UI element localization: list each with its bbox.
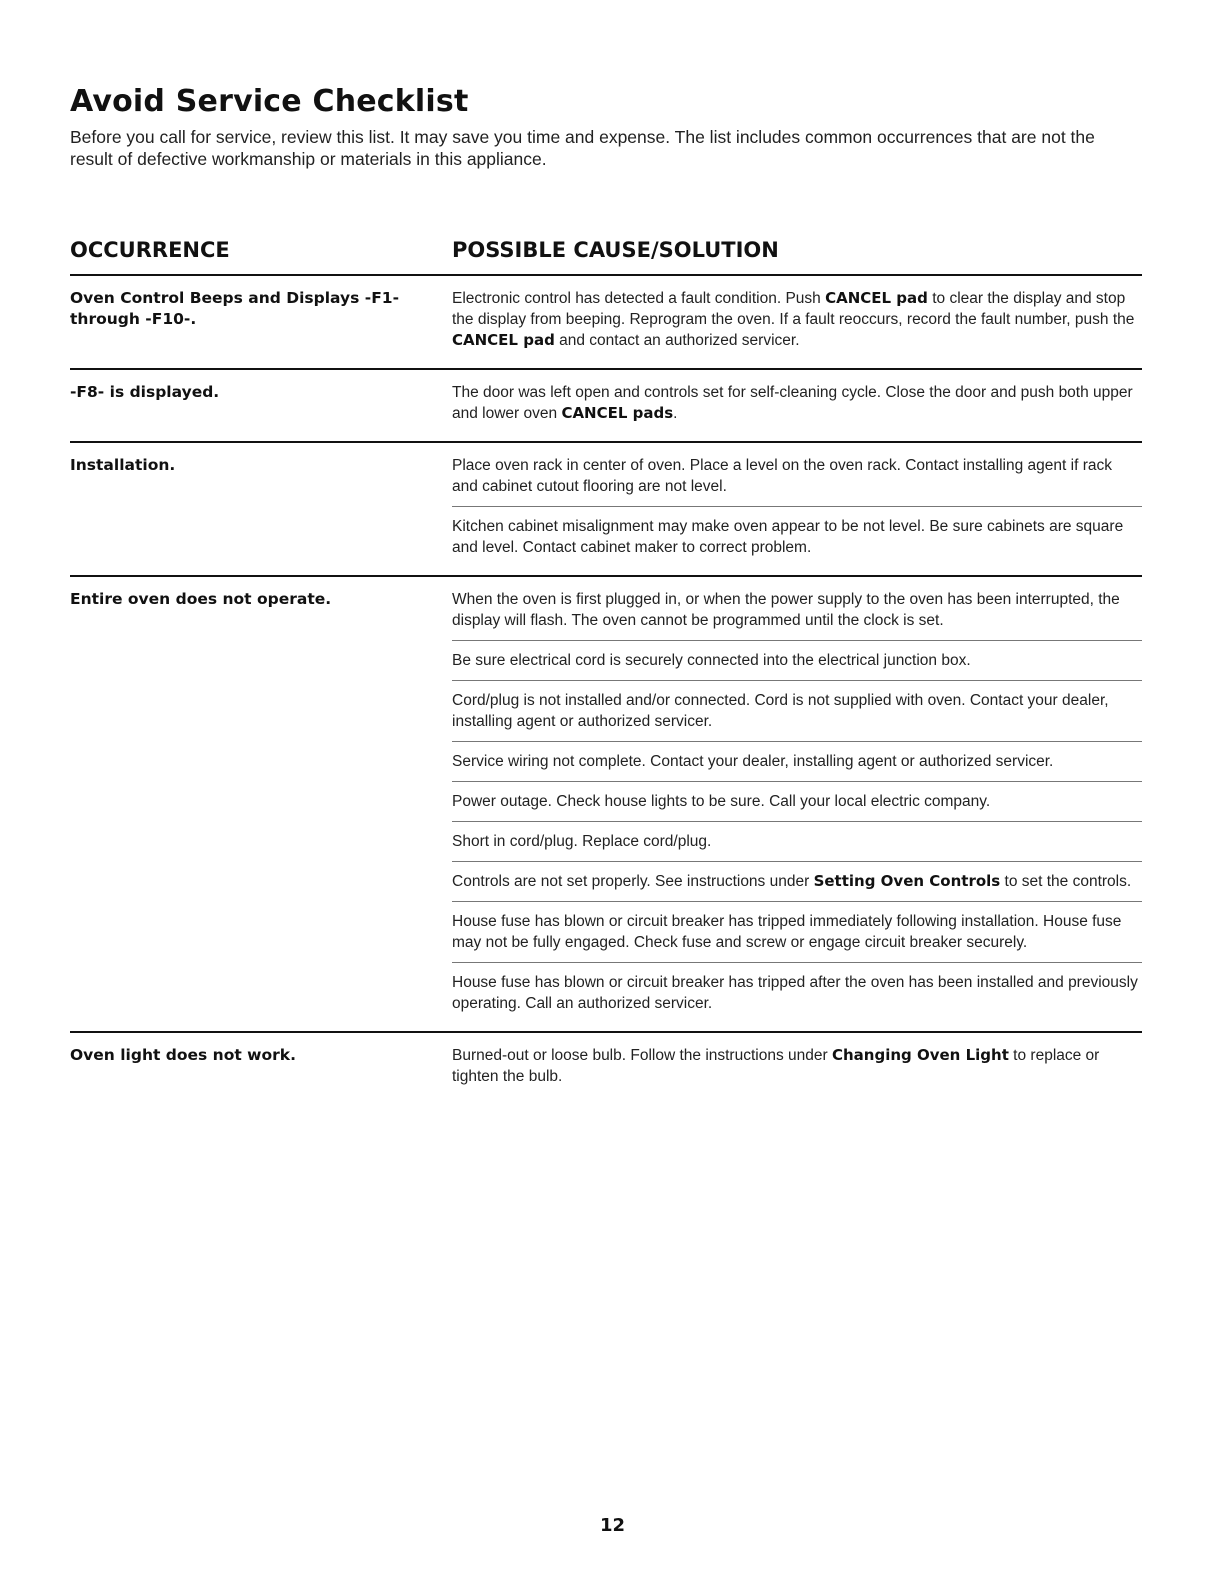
page-title: Avoid Service Checklist [70,84,469,119]
checklist-table [70,274,1142,1104]
solution-item [452,741,1142,781]
solution-text: Electronic control has detected a fault condition. Push [452,290,826,307]
emphasized-term: CANCEL pad [825,289,928,307]
solution-text: Burned-out or loose bulb. Follow the instructions under [452,1047,832,1064]
emphasized-term: CANCEL pads [561,404,674,422]
solution-list [452,1045,1142,1096]
solution-text: Cord/plug is not installed and/or connected. Cord is not supplied with oven. Contact your dealer, installing agent or authorized servicer. [452,692,1109,730]
solution-item [452,288,1142,360]
solution-text: House fuse has blown or circuit breaker has tripped immediately following installation. House fuse may not be fully engaged. Check fuse and screw or engage circuit breaker securely. [452,913,1122,951]
occurrence-label: Oven light does not work. [70,1046,296,1064]
occurrence-label: Oven Control Beeps and Displays -F1- through -F10-. [70,289,399,328]
emphasized-term: Changing Oven Light [831,1046,1009,1064]
solution-text: When the oven is first plugged in, or when the power supply to the oven has been interrupted, the display will flash. The oven cannot be programmed until the clock is set. [452,591,1120,629]
table-row [70,1031,1142,1104]
solution-item [452,1045,1142,1096]
solution-text: Service wiring not complete. Contact your dealer, installing agent or authorized servicer. [452,753,1054,770]
table-row [70,441,1142,575]
occurrence-label: Installation. [70,456,176,474]
solution-item [452,640,1142,680]
table-row [70,274,1142,368]
solution-item [452,680,1142,741]
table-header [70,238,1142,268]
solution-text: Kitchen cabinet misalignment may make oven appear to be not level. Be sure cabinets are square and level. Contact cabinet maker to correct problem. [452,518,1124,556]
solution-item [452,962,1142,1023]
occurrence-column-header: OCCURRENCE [70,238,230,262]
solution-text: Place oven rack in center of oven. Place a level on the oven rack. Contact installing agent if rack and cabinet cutout flooring are not level. [452,457,1112,495]
solution-text: to clear the display and stop the display from beeping. Reprogram the oven. If a fault reoccurs, record the fault number, push the [452,290,1135,328]
solution-item [452,506,1142,567]
solution-item [452,781,1142,821]
solution-list [452,382,1142,433]
solution-text: Controls are not set properly. See instructions under [452,873,814,890]
cause-column-header: POSSIBLE CAUSE/SOLUTION [452,238,779,262]
page-number: 12 [599,1515,626,1536]
solution-list [452,288,1142,360]
solution-list [452,589,1142,1023]
emphasized-term: Setting Oven Controls [813,872,1001,890]
solution-item [452,455,1142,506]
solution-text: Power outage. Check house lights to be sure. Call your local electric company. [452,793,991,810]
solution-text: to replace or tighten the bulb. [452,1047,1100,1085]
solution-list [452,455,1142,567]
occurrence-label: Entire oven does not operate. [70,590,332,608]
solution-item [452,382,1142,433]
solution-text: Short in cord/plug. Replace cord/plug. [452,833,712,850]
solution-item [452,589,1142,640]
table-row [70,368,1142,441]
emphasized-term: CANCEL pad [452,331,555,349]
solution-item [452,861,1142,901]
solution-text: to set the controls. [1000,873,1132,890]
solution-text: and contact an authorized servicer. [554,332,800,349]
solution-text: The door was left open and controls set for self-cleaning cycle. Close the door and push both upper and lower oven [452,384,1133,422]
table-row [70,575,1142,1031]
solution-text: House fuse has blown or circuit breaker has tripped after the oven has been installed and previously operating. Call an authorized servicer. [452,974,1138,1012]
solution-text: . [673,405,678,422]
solution-item [452,821,1142,861]
solution-item [452,901,1142,962]
solution-text: Be sure electrical cord is securely connected into the electrical junction box. [452,652,971,669]
intro-paragraph: Before you call for service, review this list. It may save you time and expense. The list includes common occurrences that are not the result of defective workmanship or materials in this appliance. [70,127,1095,169]
occurrence-label: -F8- is displayed. [70,383,220,401]
